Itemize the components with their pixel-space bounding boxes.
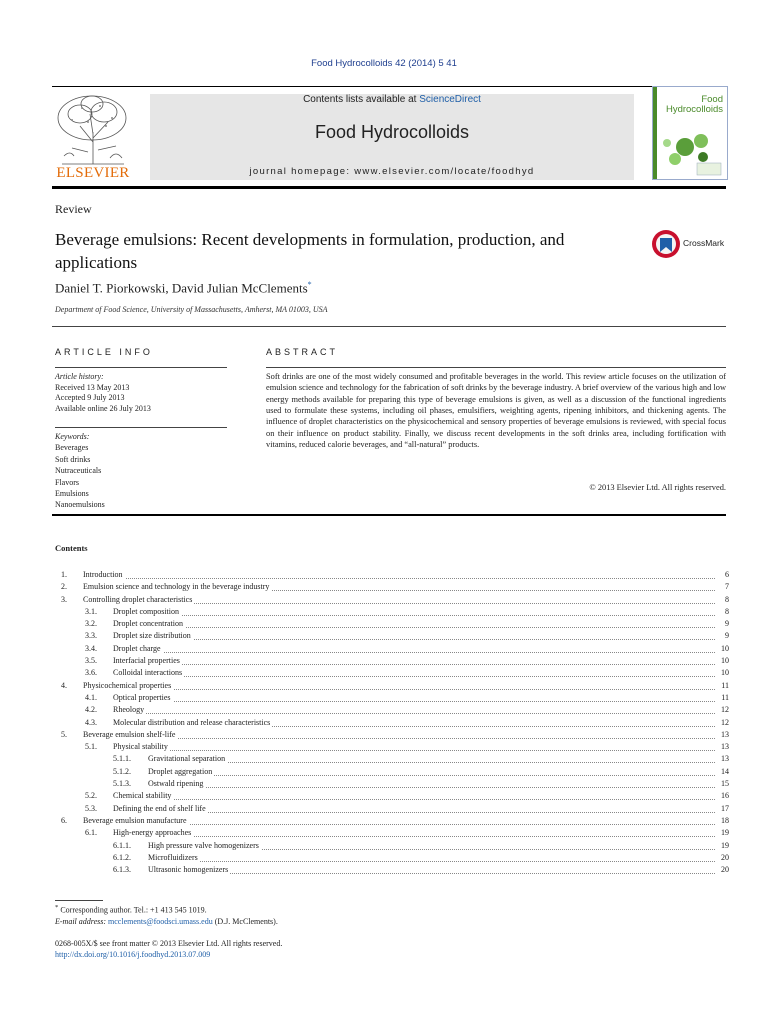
toc-page: 11 <box>715 692 729 704</box>
footnote <box>55 902 278 927</box>
contents-prefix: Contents lists available at <box>303 94 420 105</box>
journal-banner <box>150 94 634 180</box>
toc-entry[interactable] <box>55 864 729 876</box>
keywords-block <box>55 431 105 511</box>
email-suffix: (D.J. McClements). <box>214 916 278 926</box>
toc-leader <box>113 603 715 616</box>
elsevier-logo[interactable] <box>52 92 134 182</box>
toc-label: Droplet aggregation <box>148 766 214 778</box>
keyword: Flavors <box>55 477 79 487</box>
contents-rule <box>52 514 726 516</box>
footnote-mark: * <box>55 904 59 911</box>
table-of-contents <box>55 569 729 876</box>
email-link[interactable]: mcclements@foodsci.umass.edu <box>108 916 213 926</box>
toc-page: 15 <box>715 778 729 790</box>
toc-leader <box>113 824 715 837</box>
journal-title: Food Hydrocolloids <box>314 122 470 142</box>
toc-page: 19 <box>715 827 729 839</box>
toc-label: Interfacial properties <box>113 655 182 667</box>
keyword: Soft drinks <box>55 454 91 464</box>
toc-leader <box>113 615 715 628</box>
article-title: Beverage emulsions: Recent developments in formulation, production, and applications <box>55 230 565 272</box>
header-rule <box>52 86 726 87</box>
toc-label: Defining the end of shelf life <box>113 803 208 815</box>
toc-leader <box>148 849 715 862</box>
author-list <box>55 280 312 296</box>
toc-label: Beverage emulsion shelf-life <box>83 729 177 741</box>
toc-leader <box>148 750 715 763</box>
contents-heading: Contents <box>55 543 88 553</box>
toc-page: 10 <box>715 655 729 667</box>
cover-title-line1: Food <box>701 94 723 105</box>
email-label: E-mail address: <box>55 916 107 926</box>
crossmark-badge[interactable] <box>651 228 731 260</box>
toc-number: 6. <box>61 815 67 825</box>
toc-page: 11 <box>715 680 729 692</box>
corresponding-text: Corresponding author. Tel.: +1 413 545 1019. <box>60 905 207 915</box>
toc-leader <box>148 763 715 776</box>
toc-number: 3.1. <box>85 606 97 616</box>
toc-label: Colloidal interactions <box>113 667 184 679</box>
toc-label: Physical stability <box>113 741 170 753</box>
toc-label: Introduction <box>83 569 125 581</box>
toc-number: 3.4. <box>85 643 97 653</box>
issn-block <box>55 938 282 960</box>
toc-number: 6.1.2. <box>113 852 131 862</box>
toc-leader <box>148 861 715 874</box>
abstract-rule <box>266 367 726 368</box>
toc-label: Droplet concentration <box>113 618 185 630</box>
toc-number: 4.2. <box>85 705 97 715</box>
toc-number: 3.2. <box>85 619 97 629</box>
toc-page: 16 <box>715 790 729 802</box>
toc-leader <box>83 726 715 739</box>
toc-label: Ultrasonic homogenizers <box>148 864 230 876</box>
elsevier-wordmark: ELSEVIER <box>56 165 130 181</box>
toc-number: 4.1. <box>85 692 97 702</box>
toc-number: 5. <box>61 729 67 739</box>
journal-homepage[interactable]: journal homepage: www.elsevier.com/locate/foodhyd <box>249 166 535 177</box>
keyword: Emulsions <box>55 489 89 499</box>
abstract-copyright: © 2013 Elsevier Ltd. All rights reserved. <box>589 483 726 492</box>
toc-page: 10 <box>715 643 729 655</box>
toc-number: 6.1. <box>85 828 97 838</box>
journal-citation: Food Hydrocolloids 42 (2014) 5 41 <box>311 58 457 69</box>
toc-page: 6 <box>715 569 729 581</box>
toc-number: 5.1.3. <box>113 779 131 789</box>
toc-label: Microfluidizers <box>148 852 200 864</box>
toc-page: 17 <box>715 803 729 815</box>
toc-page: 13 <box>715 753 729 765</box>
toc-page: 12 <box>715 717 729 729</box>
toc-number: 5.1. <box>85 742 97 752</box>
toc-page: 20 <box>715 864 729 876</box>
toc-label: Molecular distribution and release characteristics <box>113 717 272 729</box>
toc-page: 8 <box>715 606 729 618</box>
abstract-heading: ABSTRACT <box>266 347 339 357</box>
toc-leader <box>113 787 715 800</box>
toc-page: 14 <box>715 766 729 778</box>
toc-number: 2. <box>61 582 67 592</box>
keyword: Nanoemulsions <box>55 500 105 510</box>
email-line <box>55 916 278 927</box>
toc-label: Chemical stability <box>113 790 173 802</box>
toc-label: Rheology <box>113 704 146 716</box>
toc-number: 3.6. <box>85 668 97 678</box>
toc-page: 13 <box>715 741 729 753</box>
sciencedirect-link[interactable]: ScienceDirect <box>419 94 481 105</box>
toc-number: 4.3. <box>85 717 97 727</box>
history-label: Article history: <box>55 372 104 381</box>
keyword: Beverages <box>55 443 89 453</box>
article-history <box>55 372 151 414</box>
toc-label: Optical properties <box>113 692 173 704</box>
doi-link[interactable]: http://dx.doi.org/10.1016/j.foodhyd.2013.07.009 <box>55 950 211 959</box>
crossmark-label: CrossMark <box>683 238 725 248</box>
toc-page: 9 <box>715 630 729 642</box>
toc-leader <box>113 640 715 653</box>
toc-leader <box>113 738 715 751</box>
toc-label: High-energy approaches <box>113 827 193 839</box>
toc-label: Beverage emulsion manufacture <box>83 815 189 827</box>
keywords-rule <box>55 427 227 428</box>
online-date: Available online 26 July 2013 <box>55 403 151 413</box>
section-rule <box>52 326 726 327</box>
toc-leader <box>113 689 715 702</box>
keyword: Nutraceuticals <box>55 466 102 476</box>
toc-number: 5.1.1. <box>113 754 131 764</box>
toc-leader <box>113 701 715 714</box>
toc-number: 1. <box>61 570 67 579</box>
crossmark-icon <box>651 228 681 260</box>
toc-label: Droplet composition <box>113 606 181 618</box>
corresponding-mark[interactable]: * <box>307 280 312 289</box>
toc-page: 13 <box>715 729 729 741</box>
elsevier-tree-icon <box>52 92 134 166</box>
toc-leader <box>148 775 715 788</box>
journal-cover[interactable] <box>652 86 728 180</box>
toc-page: 8 <box>715 594 729 606</box>
toc-number: 4. <box>61 680 67 690</box>
toc-label: Droplet charge <box>113 643 163 655</box>
toc-leader <box>113 652 715 665</box>
toc-number: 3. <box>61 594 67 604</box>
toc-number: 3.5. <box>85 656 97 666</box>
toc-number: 5.1.2. <box>113 766 131 776</box>
toc-label: Gravitational separation <box>148 753 227 765</box>
header-thick-rule <box>52 186 726 189</box>
toc-number: 3.3. <box>85 631 97 641</box>
issn-line: 0268-005X/$ see front matter © 2013 Elsevier Ltd. All rights reserved. <box>55 939 283 948</box>
toc-label: Controlling droplet characteristics <box>83 594 194 606</box>
toc-page: 7 <box>715 581 729 593</box>
affiliation: Department of Food Science, University of Massachusetts, Amherst, MA 01003, USA <box>55 305 328 314</box>
toc-page: 9 <box>715 618 729 630</box>
toc-page: 10 <box>715 667 729 679</box>
toc-leader <box>83 566 715 579</box>
contents-available <box>150 94 634 105</box>
toc-page: 18 <box>715 815 729 827</box>
corresponding-author-note <box>55 902 278 916</box>
toc-label: Droplet size distribution <box>113 630 193 642</box>
toc-page: 12 <box>715 704 729 716</box>
toc-number: 6.1.3. <box>113 865 131 875</box>
toc-label: Ostwald ripening <box>148 778 205 790</box>
author-names: Daniel T. Piorkowski, David Julian McClements <box>55 280 308 296</box>
footnote-rule <box>55 900 103 901</box>
toc-label: High pressure valve homogenizers <box>148 840 261 852</box>
toc-leader <box>113 664 715 677</box>
abstract-text: Soft drinks are one of the most widely consumed and profitable beverages in the world. This review article focuses on the utilization of emulsion science and technology for the fabrication of soft drinks by the beverage industry. A brief overview of the various high and low energy methods available for preparing this type of beverage emulsions is given, as well as a discussion of the functional ingredients used to formulate these systems, including oil phases, emulsifiers, weighting agents, ripening inhibitors, and thickening agents. The influence of droplet characteristics on the physicochemical and sensory properties of beverage emulsions is reviewed, with special focus on their influence on product stability. Finally, we discuss recent developments in the soft drinks area, including fortification with vitamins, reduced calorie beverages, and “all-natural” products. <box>266 372 726 450</box>
cover-art-icon <box>653 87 727 179</box>
toc-number: 5.3. <box>85 803 97 813</box>
accepted-date: Accepted 9 July 2013 <box>55 393 125 403</box>
toc-leader <box>83 677 715 690</box>
keywords-label: Keywords: <box>55 432 90 441</box>
toc-number: 5.2. <box>85 791 97 801</box>
toc-label: Emulsion science and technology in the beverage industry <box>83 581 271 593</box>
toc-page: 19 <box>715 840 729 852</box>
toc-label: Physicochemical properties <box>83 680 173 692</box>
toc-leader <box>113 627 715 640</box>
toc-page: 20 <box>715 852 729 864</box>
article-info-heading: ARTICLE INFO <box>55 347 153 357</box>
toc-number: 6.1.1. <box>113 840 131 850</box>
article-info-rule <box>55 367 227 368</box>
article-type: Review <box>55 202 92 216</box>
cover-title-line2: Hydrocolloids <box>665 104 723 115</box>
received-date: Received 13 May 2013 <box>55 382 130 392</box>
